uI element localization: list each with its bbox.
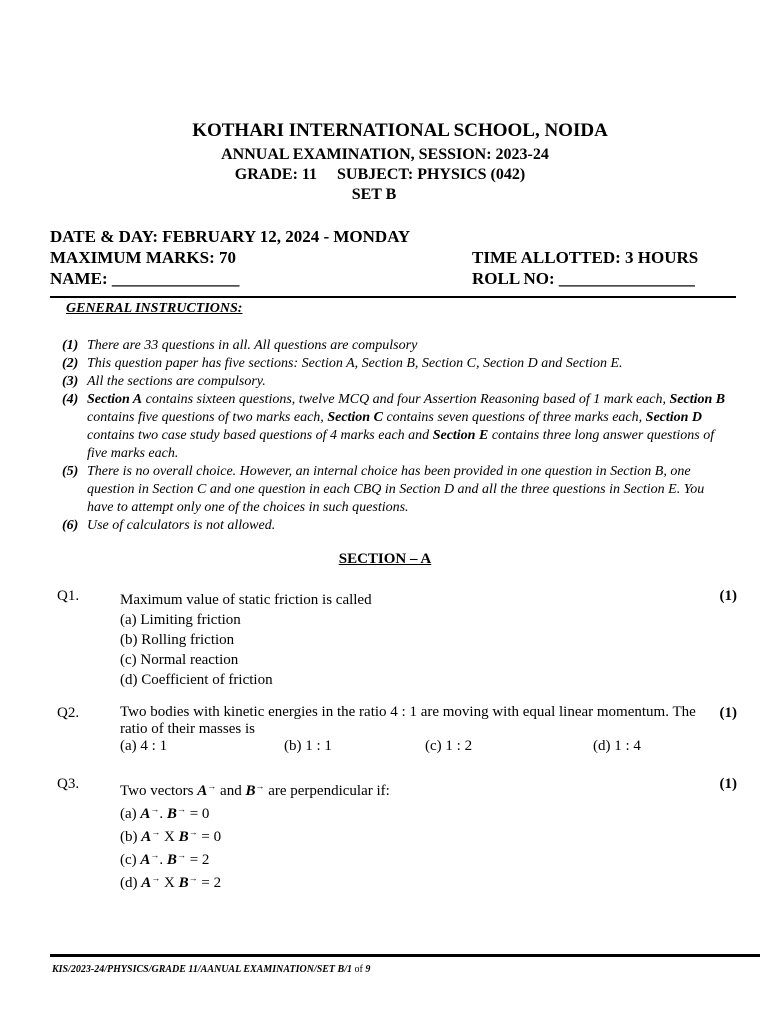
maximum-marks: MAXIMUM MARKS: 70	[50, 248, 237, 267]
question-body	[120, 590, 700, 690]
footer-divider	[50, 954, 760, 957]
text-fragment: are perpendicular if:	[264, 783, 390, 799]
instruction-fragment: contains five questions of two marks each,	[87, 410, 328, 425]
question-number: Q1.	[57, 588, 80, 604]
vector-arrow: →	[150, 850, 160, 860]
option-rhs: = 0	[197, 829, 222, 845]
section-a-label: Section A	[87, 392, 143, 407]
student-name-field: NAME: _______________	[50, 269, 240, 288]
question-text: Maximum value of static friction is called	[120, 592, 372, 608]
option-rhs: = 2	[197, 875, 222, 891]
option-label: (b)	[120, 829, 142, 845]
footer-of: of	[351, 964, 366, 975]
instruction-fragment: contains seven questions of three marks each,	[382, 410, 646, 425]
vector-b: B	[245, 783, 256, 799]
vector-a: A	[140, 852, 151, 868]
section-e-label: Section E	[432, 428, 489, 443]
question-marks: (1)	[719, 705, 737, 721]
instruction-text: This question paper has five sections: Section A, Section B, Section C, Section D and Section E.	[87, 356, 623, 371]
footer	[52, 964, 370, 975]
option: (d) Coefficient of friction	[120, 672, 273, 688]
instruction-item	[62, 391, 732, 463]
section-a-heading	[0, 551, 770, 568]
section-c-label: Section C	[327, 410, 383, 425]
school-name: KOTHARI INTERNATIONAL SCHOOL, NOIDA	[192, 120, 608, 141]
operator: .	[159, 852, 167, 868]
option-rhs: = 2	[185, 852, 210, 868]
operator: .	[159, 806, 167, 822]
date-day: DATE & DAY: FEBRUARY 12, 2024 - MONDAY	[50, 227, 411, 246]
option	[120, 869, 700, 892]
option-label: (a)	[120, 806, 141, 822]
vector-a: A	[141, 875, 152, 891]
option: (c) Normal reaction	[120, 652, 239, 668]
instruction-number: (1)	[62, 338, 79, 353]
section-d-label: Section D	[645, 410, 703, 425]
question-marks: (1)	[719, 588, 737, 604]
vector-a: A	[197, 783, 208, 799]
operator: X	[160, 829, 179, 845]
page-total: 9	[365, 964, 371, 975]
instruction-number: (2)	[62, 356, 79, 371]
option	[120, 800, 700, 823]
vector-arrow: →	[188, 827, 198, 837]
vector-b: B	[178, 829, 189, 845]
option: (c) 1 : 2	[425, 738, 473, 754]
instruction-number: (6)	[62, 518, 79, 533]
question-number: Q3.	[57, 776, 80, 792]
option-label: (c)	[120, 852, 141, 868]
roll-number-field: ROLL NO: ________________	[472, 269, 695, 288]
instruction-text	[87, 391, 732, 463]
section-title: SECTION – A	[338, 551, 432, 567]
instruction-text: Use of calculators is not allowed.	[87, 518, 276, 533]
footer-code: KIS/2023-24/PHYSICS/GRADE 11/AANUAL EXAMINATION/SET B/	[52, 964, 347, 975]
instruction-item	[62, 373, 732, 391]
instructions-list	[62, 337, 732, 535]
vector-arrow: →	[176, 804, 186, 814]
option: (a) 4 : 1	[120, 738, 168, 754]
header-divider	[50, 296, 736, 298]
instruction-fragment: contains three long answer questions of five marks each.	[87, 428, 715, 461]
option-label: (d)	[120, 875, 142, 891]
vector-b: B	[166, 852, 177, 868]
instruction-fragment: contains two case study based questions of 4 marks each and	[87, 428, 433, 443]
time-allotted: TIME ALLOTTED: 3 HOURS	[472, 248, 699, 267]
instruction-text: All the sections are compulsory.	[87, 374, 266, 389]
instruction-item	[62, 355, 732, 373]
instruction-item	[62, 337, 732, 355]
instruction-fragment: contains sixteen questions, twelve MCQ and four Assertion Reasoning based of 1 mark each,	[142, 392, 670, 407]
instruction-text: There are 33 questions in all. All questions are compulsory	[87, 338, 418, 353]
vector-b: B	[178, 875, 189, 891]
instruction-number: (3)	[62, 374, 79, 389]
question-marks: (1)	[719, 776, 737, 792]
text-fragment: and	[216, 783, 246, 799]
question-text	[120, 777, 700, 800]
instruction-number: (4)	[62, 392, 79, 407]
grade-subject: GRADE: 11 SUBJECT: PHYSICS (042)	[234, 166, 526, 183]
instruction-text: There is no overall choice. However, an internal choice has been provided in one question in Section B, one question in Section C and one question in each CBQ in Section D and all the three questions in Section E. You have to attempt only one of the choices in such questions.	[87, 464, 705, 515]
vector-arrow: →	[151, 873, 161, 883]
vector-a: A	[140, 806, 151, 822]
question-1	[57, 588, 737, 692]
option: (b) 1 : 1	[284, 738, 332, 754]
vector-a: A	[141, 829, 152, 845]
vector-arrow: →	[150, 804, 160, 814]
section-b-label: Section B	[669, 392, 726, 407]
exam-title: ANNUAL EXAMINATION, SESSION: 2023-24	[221, 146, 549, 163]
page-number: 1	[346, 964, 352, 975]
instruction-number: (5)	[62, 464, 79, 479]
option: (a) Limiting friction	[120, 612, 241, 628]
option	[120, 846, 700, 869]
instruction-item	[62, 463, 732, 517]
question-number: Q2.	[57, 705, 80, 721]
instruction-item	[62, 517, 732, 535]
option: (d) 1 : 4	[593, 738, 641, 754]
vector-b: B	[166, 806, 177, 822]
option: (b) Rolling friction	[120, 632, 235, 648]
option	[120, 823, 700, 846]
question-3	[57, 776, 737, 891]
question-2	[57, 705, 737, 765]
question-text: Two bodies with kinetic energies in the ratio 4 : 1 are moving with equal linear momentum. The ratio of their masses is	[120, 704, 696, 737]
instructions-title: GENERAL INSTRUCTIONS:	[66, 301, 243, 316]
operator: X	[160, 875, 179, 891]
vector-arrow: →	[255, 781, 265, 791]
question-body	[120, 704, 720, 755]
vector-arrow: →	[207, 781, 217, 791]
vector-arrow: →	[176, 850, 186, 860]
question-body	[120, 777, 700, 892]
options-row	[120, 738, 720, 755]
vector-arrow: →	[151, 827, 161, 837]
set-label: SET B	[351, 186, 397, 203]
text-fragment: Two vectors	[120, 783, 198, 799]
vector-arrow: →	[188, 873, 198, 883]
option-rhs: = 0	[185, 806, 210, 822]
